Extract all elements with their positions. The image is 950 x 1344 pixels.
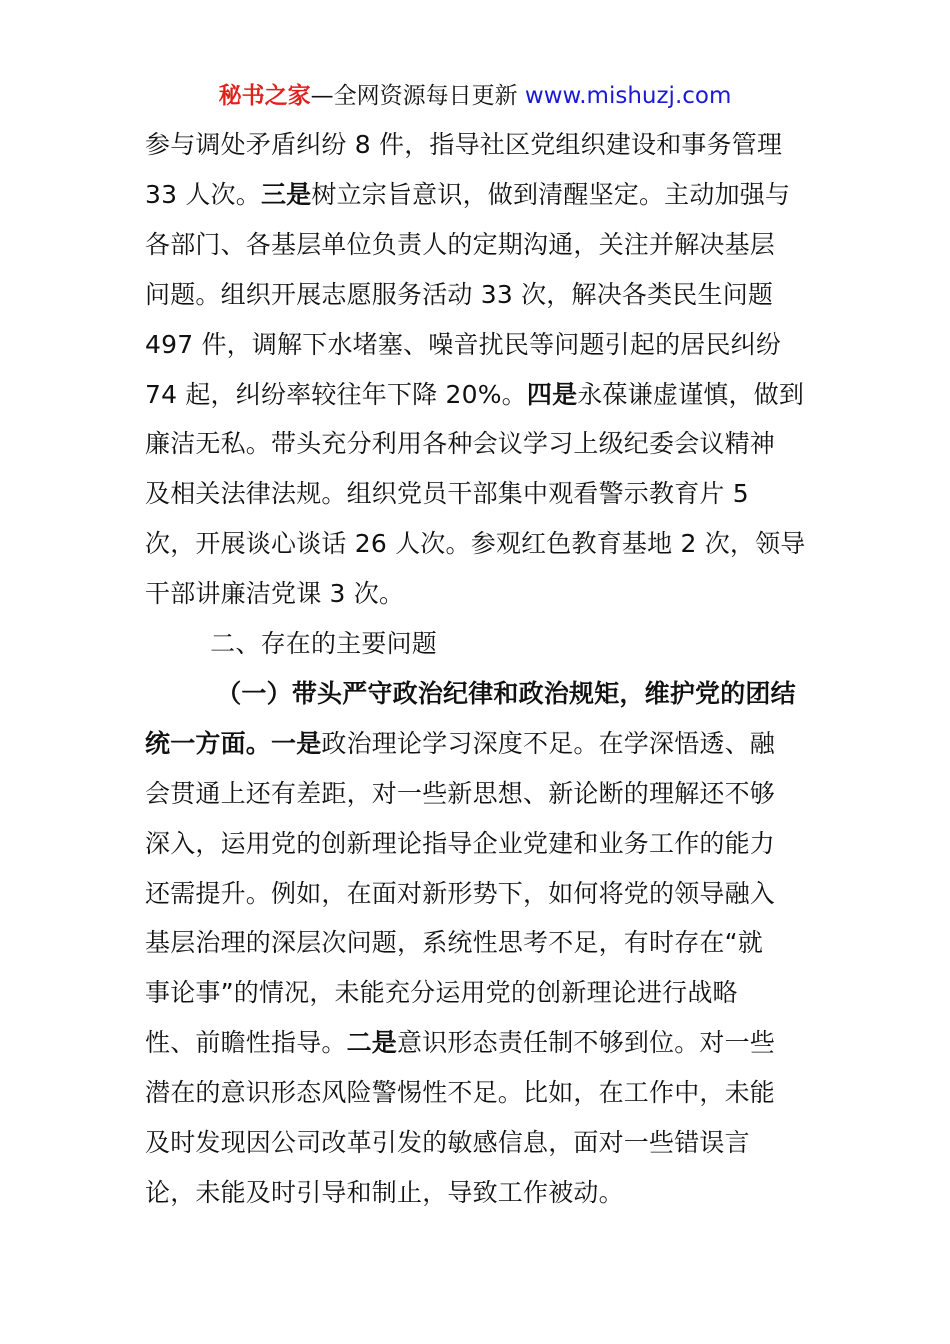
- text-segment: 参与调处矛盾纠纷 8 件，指导社区党组织建设和事务管理: [145, 130, 783, 159]
- text-line: [145, 527, 806, 561]
- text-segment: 廉洁无私。带头充分利用各种会议学习上级纪委会议精神: [145, 429, 776, 459]
- text-line: [145, 827, 775, 861]
- text-line: [145, 976, 738, 1010]
- text-segment: 74 起，纠纷率较往年下降 20%。: [145, 379, 527, 409]
- text-segment: 及时发现因公司改革引发的敏感信息，面对一些错误言: [145, 1128, 750, 1157]
- text-segment: 干部讲廉洁党课 3 次。: [145, 579, 405, 609]
- text-line: [145, 577, 404, 611]
- text-segment: 性、前瞻性指导。: [145, 1028, 347, 1058]
- text-segment: 树立宗旨意识，做到清醒坚定。主动加强与: [311, 179, 791, 209]
- text-segment: 论，未能及时引导和制止，导致工作被动。: [145, 1177, 624, 1207]
- text-line: [145, 228, 775, 262]
- bold-text: 四是: [526, 379, 578, 409]
- text-segment: 深入，运用党的创新理论指导企业党建和业务工作的能力: [145, 828, 776, 858]
- text-line: [145, 727, 775, 761]
- text-segment: 永葆谦虚谨慎，做到: [577, 379, 805, 409]
- text-line: [145, 378, 804, 412]
- text-segment: 二、存在的主要问题: [145, 629, 437, 658]
- text-segment: 事论事”的情况，未能充分运用党的创新理论进行战略: [145, 978, 738, 1008]
- text-segment: 33 人次。: [145, 179, 261, 209]
- bold-text: 三是: [260, 179, 312, 209]
- header-brand: 秘书之家: [218, 83, 311, 109]
- text-line: [145, 1126, 750, 1160]
- text-segment: 潜在的意识形态风险警惕性不足。比如，在工作中，未能: [145, 1078, 776, 1108]
- text-line: [145, 1026, 775, 1060]
- text-line: [145, 1176, 624, 1210]
- header-site-link[interactable]: www.mishuzj.com: [524, 83, 732, 109]
- text-segment: 意识形态责任制不够到位。对一些: [397, 1028, 776, 1058]
- text-line: [145, 1076, 775, 1110]
- text-line: [145, 627, 437, 661]
- bold-text: 二是: [346, 1028, 398, 1058]
- text-line: [145, 877, 775, 911]
- page-header: [0, 80, 950, 112]
- text-line: [145, 128, 782, 162]
- text-segment: 各部门、各基层单位负责人的定期沟通，关注并解决基层: [145, 229, 776, 259]
- text-segment: 问题。组织开展志愿服务活动 33 次，解决各类民生问题: [145, 279, 774, 309]
- text-segment: 还需提升。例如，在面对新形势下，如何将党的领导融入: [145, 878, 776, 908]
- bold-text: （一）带头严守政治纪律和政治规矩，维护党的团结: [145, 678, 796, 708]
- text-line: [145, 328, 781, 362]
- text-line: [145, 677, 796, 711]
- text-segment: 基层治理的深层次问题，系统性思考不足，有时存在“就: [145, 928, 763, 958]
- text-segment: 政治理论学习深度不足。在学深悟透、融: [321, 728, 776, 758]
- bold-text: 统一方面。一是: [145, 728, 322, 758]
- text-segment: 次，开展谈心谈话 26 人次。参观红色教育基地 2 次，领导: [145, 529, 806, 559]
- text-line: [145, 278, 773, 312]
- text-line: [145, 477, 749, 511]
- text-segment: 及相关法律法规。组织党员干部集中观看警示教育片 5: [145, 479, 749, 509]
- text-line: [145, 427, 775, 461]
- text-segment: 497 件，调解下水堵塞、噪音扰民等问题引起的居民纠纷: [145, 329, 782, 359]
- text-segment: 会贯通上还有差距，对一些新思想、新论断的理解还不够: [145, 778, 776, 808]
- text-line: [145, 777, 775, 811]
- header-tagline: —全网资源每日更新: [310, 83, 525, 109]
- text-line: [145, 926, 763, 960]
- text-line: [145, 178, 790, 212]
